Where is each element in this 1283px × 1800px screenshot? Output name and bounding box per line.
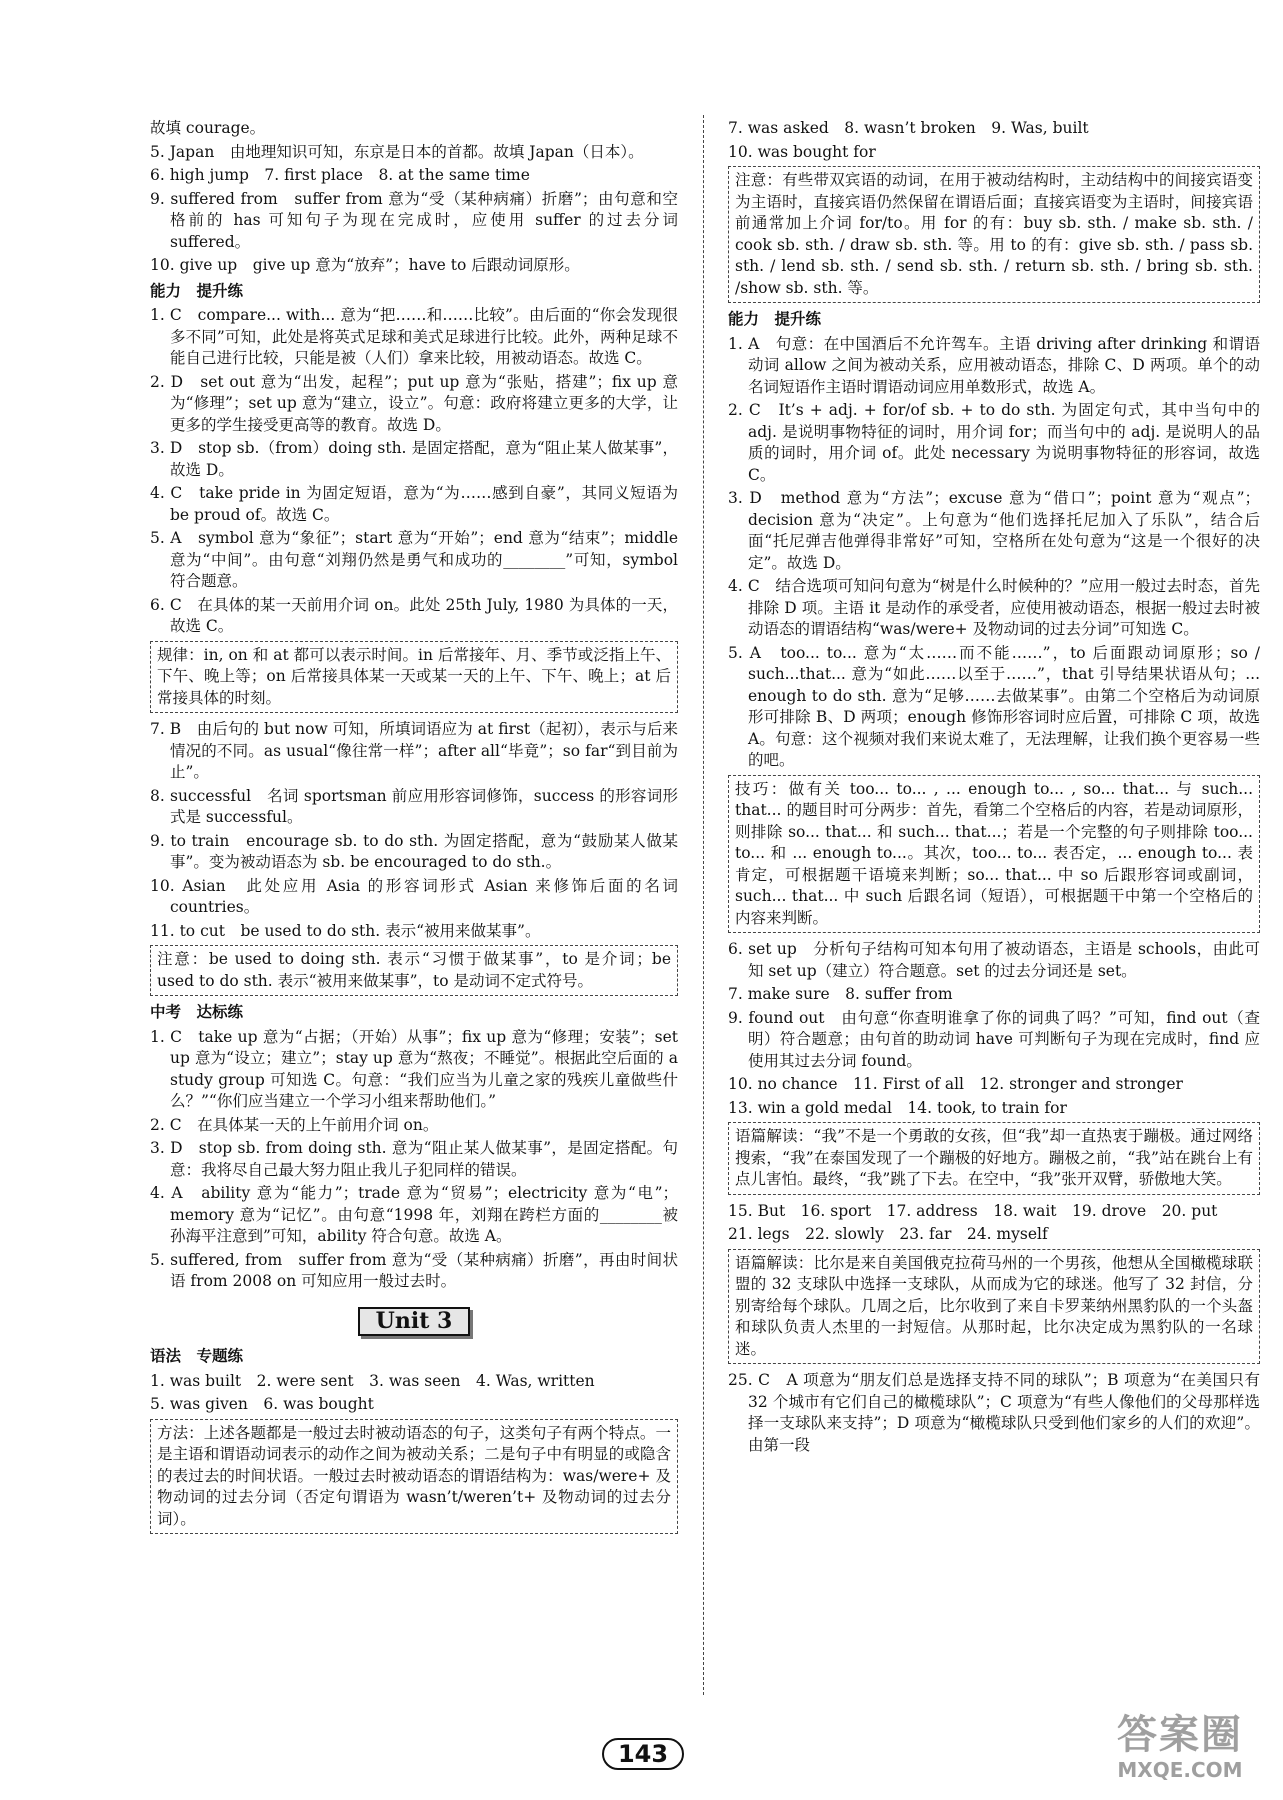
answer-item: 6. C 在具体的某一天前用介词 on。此处 25th July, 1980 为具体的一天，故选 C。 — [150, 595, 678, 635]
answer-item: 4. A ability 意为“能力”；trade 意为“贸易”；electricity 意为“电”；memory 意为“记忆”。由句意“1998 年，刘翔在跨栏方面的________被孙海平注意到”可知，ability 符合句意。故选 A。 — [150, 1184, 678, 1245]
answer-item: 2. C It’s + adj. + for/of sb. + to do sth. 为固定句式，其中当句中的 adj. 是说明事物特征的词时，用介词 for；而当句中的 adj. 是说明人的品质的词时，用介词 of。此处 necessary 为说明事物特征的形容词，故选 C。 — [728, 401, 1260, 484]
answer-item: 5. was given 6. was bought — [150, 1395, 374, 1413]
answer-item: 2. C 在具体某一天的上午前用介词 on。 — [150, 1115, 439, 1134]
answer-item: 1. C take up 意为“占据；（开始）从事”；fix up 意为“修理；安装”；set up 意为“设立；建立”；stay up 意为“熬夜；不睡觉”。根据此空后面的 a study group 可知选 C。句意：“我们应当为儿童之家的残疾儿童做些什么？”“你们应当建立一个学习小组来帮助他们。” — [150, 1027, 678, 1110]
answer-item: 13. win a gold medal 14. took, to train for — [728, 1098, 1067, 1117]
section-heading: 语法 专题练 — [150, 1347, 244, 1365]
answer-item: 5. suffered, from suffer from 意为“受（某种病痛）折磨”，再由时间状语 from 2008 on 可知应用一般过去时。 — [150, 1250, 678, 1290]
page-number-text: 143 — [602, 1738, 684, 1770]
answer-item: 7. B 由后句的 but now 可知，所填词语应为 at first（起初），表示与后来情况的不同。as usual“像往常一样”；after all“毕竟”；so far“到目前为止”。 — [150, 720, 678, 781]
section-heading: 能力 提升练 — [728, 310, 822, 328]
answer-item: 5. A symbol 意为“象征”；start 意为“开始”；end 意为“结束”；middle 意为“中间”。由句意“刘翔仍然是勇气和成功的________”可知，symbol 符合题意。 — [150, 529, 678, 590]
method-box: 方法：上述各题都是一般过去时被动语态的句子，这类句子有两个特点。一是主语和谓语动词表示的动作之间为被动关系；二是句子中有明显的或隐含的表过去的时间状语。一般过去时被动语态的谓语结构为：was/were+ 及物动词的过去分词（否定句谓语为 wasn’t/weren’t+ 及物动词的过去分词）。 — [150, 1419, 678, 1535]
watermark-logo — [1085, 1712, 1275, 1796]
answer-item: 9. suffered from suffer from 意为“受（某种病痛）折磨”；由句意和空格前的 has 可知句子为现在完成时，应使用 suffer 的过去分词 suffered。 — [150, 189, 678, 251]
page-number — [593, 1738, 693, 1770]
answer-item: 6. high jump 7. first place 8. at the same time — [150, 166, 530, 184]
section-heading: 中考 达标练 — [150, 1003, 244, 1021]
section-heading: 能力 提升练 — [150, 281, 244, 300]
answer-item: 7. was asked 8. wasn’t broken 9. Was, built — [728, 119, 1089, 137]
answer-item: 15. But 16. sport 17. address 18. wait 19. drove 20. put — [728, 1201, 1218, 1220]
answer-item: 10. Asian 此处应用 Asia 的形容词形式 Asian 来修饰后面的名词 countries。 — [150, 876, 678, 916]
answer-item: 3. D stop sb.（from）doing sth. 是固定搭配，意为“阻止某人做某事”，故选 D。 — [150, 439, 678, 479]
answer-item: 3. D method 意为“方法”；excuse 意为“借口”；point 意为“观点”；decision 意为“决定”。上句意为“他们选择托尼加入了乐队”，结合后面“托尼弹吉他弹得非常好”可知，空格所在处句意为“这是一个很好的决定”。故选 D。 — [728, 489, 1260, 572]
answer-item: 1. A 句意：在中国酒后不允许驾车。主语 driving after drinking 和谓语动词 allow 之间为被动关系，应用被动语态，排除 C、D 两项。单个的动名词短语作主语时谓语动词应用单数形式，故选 A。 — [728, 334, 1260, 396]
passage-summary-box: 语篇解读：“我”不是一个勇敢的女孩，但“我”却一直热衷于蹦极。通过网络搜索，“我”在泰国发现了一个蹦极的好地方。蹦极之前，“我”站在跳台上有点儿害怕。最终，“我”跳了下去。在空中，“我”张开双臂，骄傲地大笑。 — [728, 1122, 1260, 1195]
answer-item: 5. A too... to... 意为“太……而不能……”，to 后面跟动词原形；so / such...that... 意为“如此……以至于……”，that 引导结果状语从句；... enough to do sth. 意为“足够……去做某事”。由第二个空格后为动词原形可排除 B、D 两项；enough 修饰形容词时应后置，可排除 C 项，故选 A。句意：这个视频对我们来说太难了，无法理解，让我们换个更容易一些的吧。 — [728, 643, 1260, 769]
answer-item: 4. C take pride in 为固定短语，意为“为……感到自豪”，其同义短语为 be proud of。故选 C。 — [150, 484, 678, 524]
column-divider — [703, 115, 704, 1695]
technique-box: 技巧：做有关 too... to... , ... enough to... , so... that... 与 such... that... 的题目时可分两步：首先，看第二个空格后的内容，若是动词原形，则排除 so... that... 和 such... that...；若是一个完整的句子则排除 too... to... 和 ... enough to...。其次，too... to... 表否定，... enough to... 表肯定，可根据题干语境来判断；so... that... 中 so 后跟形容词或副词，such... that... 中 such 后跟名词（短语），可根据题干中第一个空格后的内容来判断。 — [728, 775, 1260, 934]
answer-item: 3. D stop sb. from doing sth. 意为“阻止某人做某事”，是固定搭配。句意：我将尽自己最大努力阻止我儿子犯同样的错误。 — [150, 1139, 678, 1179]
watermark-url: MXQE.COM — [1117, 1758, 1243, 1782]
passage-summary-box: 语篇解读：比尔是来自美国俄克拉荷马州的一个男孩，他想从全国橄榄球联盟的 32 支球队中选择一支球队，从而成为它的球迷。他写了 32 封信，分别寄给每个球队。几周之后，比尔收到了来自卡罗莱纳州黑豹队的一个头盔和球队负责人杰里的一封短信。从那时起，比尔决定成为黑豹队的一名球迷。 — [728, 1249, 1260, 1365]
left-column — [150, 118, 678, 1540]
answer-item: 2. D set out 意为“出发，起程”；put up 意为“张贴，搭建”；fix up 意为“修理”；set up 意为“建立，设立”。句意：政府将建立更多的大学，让更多的学生接受更高等的教育。故选 D。 — [150, 372, 678, 434]
answer-item: 9. to train encourage sb. to do sth. 为固定搭配，意为“鼓励某人做某事”。变为被动语态为 sb. be encouraged to do sth.。 — [150, 831, 678, 871]
answer-item: 10. no chance 11. First of all 12. stronger and stronger — [728, 1075, 1183, 1093]
note-box: 注意：有些带双宾语的动词，在用于被动结构时，主动结构中的间接宾语变为主语时，直接宾语仍然保留在谓语后面；直接宾语变为主语时，间接宾语前通常加上介词 for/to。用 for 的有：buy sb. sth. / make sb. sth. / cook sb. sth. / draw sb. sth. 等。用 to 的有：give sb. sth. / pass sb. sth. / lend sb. sth. / send sb. sth. / return sb. sth. / bring sb. sth. /show sb. sth. 等。 — [728, 166, 1260, 303]
answer-item: 11. to cut be used to do sth. 表示“被用来做某事”。 — [150, 921, 541, 940]
answer-item: 9. found out 由句意“你查明谁拿了你的词典了吗？”可知，find out（查明）符合题意；由句首的助动词 have 可判断句子为现在完成时，find 应使用其过去分词 found。 — [728, 1008, 1260, 1070]
unit-heading-wrap — [150, 1307, 678, 1337]
answer-item: 1. was built 2. were sent 3. was seen 4. Was, written — [150, 1371, 595, 1390]
right-column — [728, 118, 1260, 1458]
note-box: 注意：be used to doing sth. 表示“习惯于做某事”，to 是介词；be used to do sth. 表示“被用来做某事”，to 是动词不定式符号。 — [150, 945, 678, 996]
answer-item: 10. give up give up 意为“放弃”；have to 后跟动词原形。 — [150, 256, 580, 274]
answer-item: 5. Japan 由地理知识可知，东京是日本的首都。故填 Japan（日本）。 — [150, 142, 644, 161]
answer-item: 7. make sure 8. suffer from — [728, 985, 953, 1003]
answer-line: 故填 courage。 — [150, 119, 266, 137]
answer-item: 10. was bought for — [728, 142, 876, 161]
answer-item: 25. C A 项意为“朋友们总是选择支持不同的球队”；B 项意为“在美国只有 32 个城市有它们自己的橄榄球队”；C 项意为“有些人像他们的父母那样选择一支球队来支持”；D 项意为“橄榄球队只受到他们家乡的人们的欢迎”。由第一段 — [728, 1371, 1260, 1454]
watermark-title: 答案圈 — [1117, 1712, 1243, 1758]
answer-item: 1. C compare... with... 意为“把……和……比较”。由后面的“你会发现很多不同”可知，此处是将英式足球和美式足球进行比较。此外，两种足球不能自己进行比较，只能是被（人们）拿来比较，用被动语态。故选 C。 — [150, 306, 678, 367]
tip-box: 规律：in, on 和 at 都可以表示时间。in 后常接年、月、季节或泛指上午、下午、晚上等；on 后常接具体某一天或某一天的上午、下午、晚上；at 后常接具体的时刻。 — [150, 641, 678, 714]
answer-item: 4. C 结合选项可知问句意为“树是什么时候种的？”应用一般过去时态，首先排除 D 项。主语 it 是动作的承受者，应使用被动语态，根据一般过去时被动语态的谓语结构“was/were+ 及物动词的过去分词”可知选 C。 — [728, 577, 1260, 638]
unit-heading: Unit 3 — [358, 1307, 471, 1337]
answer-item: 6. set up 分析句子结构可知本句用了被动语态，主语是 schools，由此可知 set up（建立）符合题意。set 的过去分词还是 set。 — [728, 940, 1260, 980]
answer-item: 8. successful 名词 sportsman 前应用形容词修饰，success 的形容词形式是 successful。 — [150, 786, 678, 826]
answer-item: 21. legs 22. slowly 23. far 24. myself — [728, 1225, 1048, 1243]
